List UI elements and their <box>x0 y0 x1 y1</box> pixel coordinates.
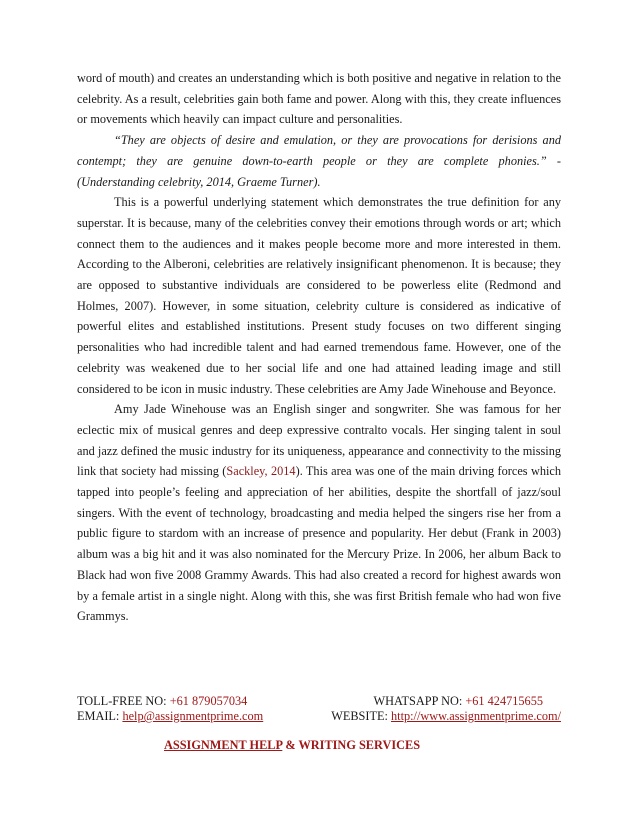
website-label: WEBSITE: <box>331 709 392 723</box>
whatsapp-label: WHATSAPP NO: <box>373 694 466 708</box>
citation-sackley: Sackley, 2014 <box>226 464 296 479</box>
footer-row-contact <box>77 709 561 724</box>
tollfree-number: +61 879057034 <box>169 694 248 708</box>
page-footer <box>77 694 561 724</box>
brand-tagline <box>0 738 584 753</box>
quote-paragraph: “They are objects of desire and emulation, or they are provocations for derisions and contempt; they are genuine down-to-earth people or they are complete phonies.” - (Understanding celebrity, 2014, Graeme Turner). <box>77 133 561 189</box>
document-body <box>77 68 561 627</box>
whatsapp-info <box>374 694 543 709</box>
paragraph-3-text-a: Amy Jade Winehouse was an English singer and songwriter. She was famous for her eclectic mix of musical genres and deep expressive contralto vocals. Her singing talent in soul and jazz defined the music industry for its uniqueness, appearance and connectivity to the missing link that society had missing ( <box>77 402 561 479</box>
website-info <box>331 709 561 724</box>
email-link[interactable]: help@assignmentprime.com <box>122 709 264 723</box>
paragraph-3 <box>77 399 561 627</box>
paragraph-3-text-b: ). This area was one of the main driving forces which tapped into people’s feeling and appreciation of her abilities, despite the shortfall of jazz/soul singers. With the event of technology, broadcasting and media helped the singers rise her from a public figure to stardom with an increase of presence and popularity. Her debut (Frank in 2003) album was a big hit and it was also nominated for the Mercury Prize. In 2006, her album Back to Black had won five 2008 Grammy Awards. This had also created a record for highest awards won by a female artist in a single night. Along with this, she was first British female who had won five Grammys. <box>77 464 561 624</box>
tollfree-info <box>77 694 247 709</box>
brand-help-link[interactable]: ASSIGNMENT HELP <box>163 738 283 752</box>
tollfree-label: TOLL-FREE NO: <box>77 694 170 708</box>
footer-row-phones <box>77 694 561 709</box>
email-label: EMAIL: <box>77 709 123 723</box>
paragraph-2: This is a powerful underlying statement which demonstrates the true definition for any superstar. It is because, many of the celebrities convey their emotions through words or art; which connect them to the audiences and it makes people become more and more interested in them. According to the Alberoni, celebrities are relatively insignificant phenomenon. It is because; they are opposed to substantive individuals are considered to be powerless elite (Redmond and Holmes, 2007). However, in some situation, celebrity culture is considered as indicative of powerful elites and established institutions. Present study focuses on two different singing personalities who had incredible talent and had earned tremendous fame. However, one of the celebrity was weakened due to her social life and one had attained leading image and still considered to be icon in music industry. These celebrities are Amy Jade Winehouse and Beyonce. <box>77 195 561 396</box>
whatsapp-number: +61 424715655 <box>465 694 543 708</box>
paragraph-1: word of mouth) and creates an understanding which is both positive and negative in relation to the celebrity. As a result, celebrities gain both fame and power. Along with this, they create influences or movements which heavily can impact culture and personalities. <box>77 71 561 127</box>
brand-rest: & WRITING SERVICES <box>282 738 421 752</box>
website-link[interactable]: http://www.assignmentprime.com/ <box>391 709 561 723</box>
email-info <box>77 709 263 724</box>
